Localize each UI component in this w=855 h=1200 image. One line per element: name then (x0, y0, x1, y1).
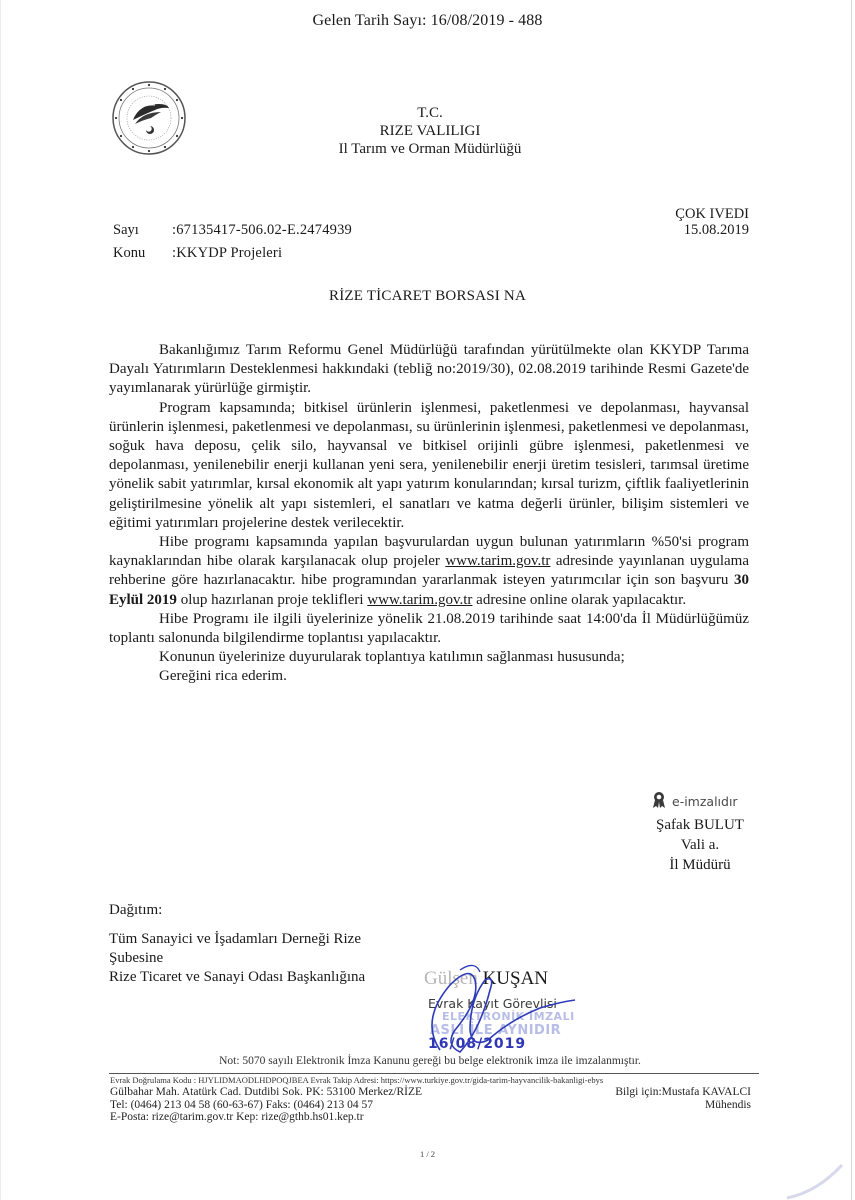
verification-code: Evrak Doğrulama Kodu : HJYLIDMAODLHDPOQJBEA Evrak Takip Adresi: https://www.turkiye.gov.tr/gida-tarim-hayvancilik-bakanligi-ebys (110, 1075, 604, 1085)
recipient-title: RİZE TİCARET BORSASI NA (329, 288, 526, 304)
paragraph: Konunun üyelerinize duyurularak toplantıya katılımın sağlanması hususunda; (159, 649, 625, 666)
footer-contact (110, 1086, 422, 1124)
distribution-item: Şubesine (109, 950, 164, 966)
header-directorate: Il Tarım ve Orman Müdürlüğü (338, 141, 522, 157)
page-number: 1 / 2 (419, 1149, 436, 1159)
distribution-list (109, 930, 365, 987)
signer-role: İl Müdürü (669, 857, 731, 873)
info-person: Bilgi için:Mustafa KAVALCI (615, 1086, 751, 1098)
footer-divider (109, 1073, 759, 1074)
info-role: Mühendis (705, 1098, 751, 1111)
distribution-item: Rize Ticaret ve Sanayi Odası Başkanlığına (109, 969, 366, 985)
signer-title: Vali a. (680, 837, 720, 853)
document-date: 15.08.2019 (683, 222, 749, 238)
sayi-label: Sayı (113, 222, 139, 238)
distribution-item: Tüm Sanayici ve İşadamları Derneği Rize (109, 931, 361, 947)
deadline-date: 30 Eylül 2019 (109, 572, 749, 608)
footer-info-contact (615, 1086, 751, 1111)
footer-address: Gülbahar Mah. Atatürk Cad. Dutdibi Sok. PK: 53100 Merkez/RİZE (110, 1086, 423, 1098)
rosette-icon (652, 791, 666, 812)
signatory-block (630, 815, 770, 875)
incoming-date-stamp: Gelen Tarih Sayı: 16/08/2019 - 488 (312, 12, 543, 29)
tarim-link[interactable]: www.tarim.gov.tr (367, 591, 473, 608)
paragraph: Gereğini rica ederim. (159, 668, 287, 685)
paragraph: Bakanlığımız Tarım Reformu Genel Müdürlüğü tarafından yürütülmekte olan KKYDP Tarıma Dayalı Yatırımların Desteklenmesi hakkındaki (tebliğ no:2019/30), 02.08.2019 tarihinde Resmi Gazete'de yayımlanarak yürürlüğe girmiştir. (109, 342, 749, 397)
letterhead (300, 104, 560, 158)
paragraph: Program kapsamında; bitkisel ürünlerin işlenmesi, paketlenmesi ve depolanması, hayvansal ürünlerin işlenmesi, paketlenmesi ve depolanması, su ürünlerinin işlenmesi, paketlenmesi ve depolanması, soğuk hava deposu, çelik silo, hayvansal ve bitkisel orijinli gübre işlenmesi, paketlenmesi ve depolanması, yenilenebilir enerji kullanan yeni sera, yenilenebilir enerji üretim tesisleri, tarımsal üretime yönelik sabit yatırımlar, kırsal ekonomik alt yapı yatırım konularından; kırsal turizm, çiftlik faaliyetlerinin geliştirilmesine yönelik alt yapı sistemleri, el sanatları ve katma değerli ürünler, bilişim sistemleri ve eğitimi yatırımları projelerine destek verilecektir. (109, 399, 749, 531)
page-curl-mark (777, 1160, 847, 1200)
stamp-name-mid: şen (452, 968, 478, 989)
sayi-value: :67135417-506.02-E.2474939 (172, 222, 352, 238)
receipt-stamp-date: 16/08/2019 (428, 1036, 527, 1052)
stamp-name-main: KUŞAN (482, 968, 549, 989)
receipt-stamp-role: Evrak Kayıt Görevlisi (428, 996, 557, 1011)
page-edge (851, 0, 852, 1200)
text-span: Hibe programı kapsamında yapılan başvurulardan uygun bulunan yatırımların %50'si program kaynaklarından hibe olarak karşılanacak olup projeler (109, 534, 749, 570)
footer-email: E-Posta: rize@tarim.gov.tr Kep: rize@gthb.hs01.kep.tr (110, 1111, 364, 1123)
urgency-label: ÇOK IVEDI (675, 206, 749, 222)
header-governorship: RIZE VALILIGI (379, 123, 481, 139)
stamp-overlay-text: ELEKTRONİK İMZALI (442, 1010, 575, 1023)
footer-phone: Tel: (0464) 213 04 58 (60-63-67) Faks: (0464) 213 04 57 (110, 1098, 374, 1111)
urgency-block (675, 206, 749, 238)
stamp-name-faint: Gül (424, 968, 453, 989)
tarim-link[interactable]: www.tarim.gov.tr (445, 553, 551, 570)
e-signature-badge (652, 791, 738, 812)
text-span: adresine online olarak yapılacaktır. (472, 591, 687, 608)
paragraph: Hibe Programı ile ilgili üyelerinize yönelik 21.08.2019 tarihinde saat 14:00'da İl Müdürlüğümüz toplantı salonunda bilgilendirme toplantısı yapılacaktır. (109, 610, 749, 647)
ministry-seal-icon (111, 80, 187, 156)
paragraph (109, 533, 749, 610)
text-span: adresinde yayınlanan uygulama rehberine göre hazırlanacaktır. hibe programından yararlanmak isteyen yatırımcılar için son başvuru (109, 553, 750, 589)
stamp-overlay-text: ASLI İLE AYNIDIR (430, 1023, 562, 1038)
e-signature-label: e-imzalıdır (672, 794, 738, 809)
e-signature-note: Not: 5070 sayılı Elektronik İmza Kanunu gereği bu belge elektronik imza ile imzalanmıştır. (219, 1055, 641, 1067)
text-span: olup hazırlanan proje teklifleri (176, 591, 368, 608)
receipt-stamp-name (424, 968, 548, 990)
konu-label: Konu (113, 245, 146, 261)
letter-body (109, 341, 749, 687)
header-tc: T.C. (417, 105, 443, 121)
konu-value: :KKYDP Projeleri (172, 245, 283, 261)
signer-name: Şafak BULUT (656, 817, 744, 833)
page-edge (0, 0, 1, 1200)
distribution-title: Dağıtım: (109, 902, 163, 918)
